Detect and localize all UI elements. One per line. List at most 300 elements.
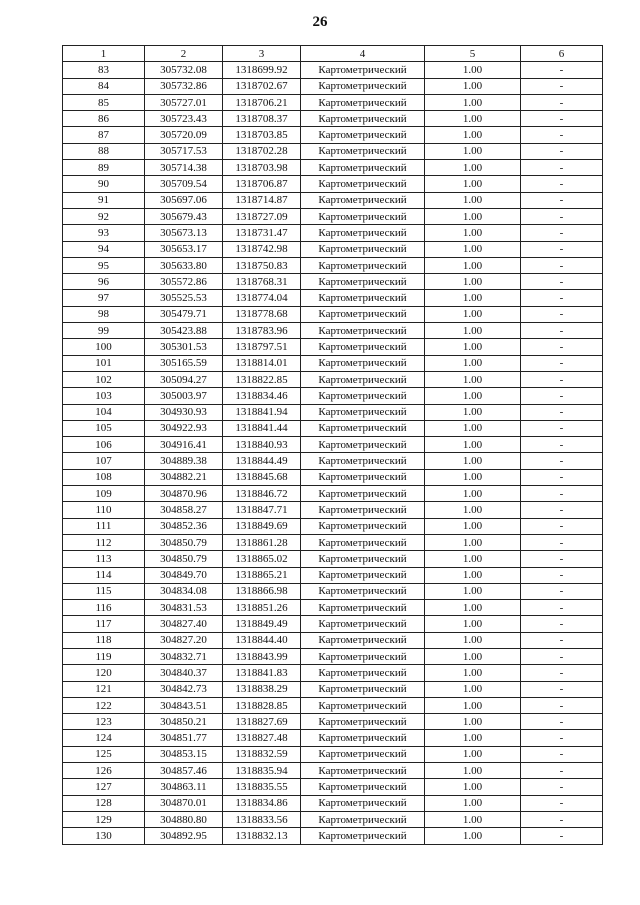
table-body bbox=[63, 62, 603, 844]
point-number-cell: 104 bbox=[63, 404, 145, 420]
x-coordinate-cell: 305714.38 bbox=[145, 160, 223, 176]
method-cell: Картометрический bbox=[301, 567, 425, 583]
note-cell: - bbox=[521, 355, 603, 371]
accuracy-cell: 1.00 bbox=[425, 404, 521, 420]
y-coordinate-cell: 1318699.92 bbox=[223, 62, 301, 78]
x-coordinate-cell: 305301.53 bbox=[145, 339, 223, 355]
table-row bbox=[63, 681, 603, 697]
x-coordinate-cell: 305720.09 bbox=[145, 127, 223, 143]
y-coordinate-cell: 1318703.85 bbox=[223, 127, 301, 143]
x-coordinate-cell: 305723.43 bbox=[145, 111, 223, 127]
y-coordinate-cell: 1318865.02 bbox=[223, 551, 301, 567]
note-cell: - bbox=[521, 257, 603, 273]
accuracy-cell: 1.00 bbox=[425, 111, 521, 127]
table-row bbox=[63, 828, 603, 844]
y-coordinate-cell: 1318827.48 bbox=[223, 730, 301, 746]
note-cell: - bbox=[521, 290, 603, 306]
y-coordinate-cell: 1318797.51 bbox=[223, 339, 301, 355]
point-number-cell: 105 bbox=[63, 420, 145, 436]
table-row bbox=[63, 62, 603, 78]
accuracy-cell: 1.00 bbox=[425, 388, 521, 404]
y-coordinate-cell: 1318849.69 bbox=[223, 518, 301, 534]
y-coordinate-cell: 1318827.69 bbox=[223, 714, 301, 730]
y-coordinate-cell: 1318702.28 bbox=[223, 143, 301, 159]
table-row bbox=[63, 257, 603, 273]
x-coordinate-cell: 304850.79 bbox=[145, 534, 223, 550]
accuracy-cell: 1.00 bbox=[425, 779, 521, 795]
point-number-cell: 94 bbox=[63, 241, 145, 257]
table-row bbox=[63, 127, 603, 143]
y-coordinate-cell: 1318866.98 bbox=[223, 583, 301, 599]
x-coordinate-cell: 304827.20 bbox=[145, 632, 223, 648]
note-cell: - bbox=[521, 111, 603, 127]
y-coordinate-cell: 1318832.13 bbox=[223, 828, 301, 844]
note-cell: - bbox=[521, 62, 603, 78]
point-number-cell: 121 bbox=[63, 681, 145, 697]
x-coordinate-cell: 304832.71 bbox=[145, 648, 223, 664]
x-coordinate-cell: 304827.40 bbox=[145, 616, 223, 632]
y-coordinate-cell: 1318851.26 bbox=[223, 600, 301, 616]
note-cell: - bbox=[521, 420, 603, 436]
method-cell: Картометрический bbox=[301, 502, 425, 518]
note-cell: - bbox=[521, 795, 603, 811]
table-row bbox=[63, 811, 603, 827]
y-coordinate-cell: 1318835.55 bbox=[223, 779, 301, 795]
note-cell: - bbox=[521, 94, 603, 110]
note-cell: - bbox=[521, 225, 603, 241]
accuracy-cell: 1.00 bbox=[425, 681, 521, 697]
accuracy-cell: 1.00 bbox=[425, 323, 521, 339]
header-cell: 1 bbox=[63, 46, 145, 62]
method-cell: Картометрический bbox=[301, 160, 425, 176]
table-row bbox=[63, 518, 603, 534]
note-cell: - bbox=[521, 567, 603, 583]
accuracy-cell: 1.00 bbox=[425, 632, 521, 648]
y-coordinate-cell: 1318783.96 bbox=[223, 323, 301, 339]
point-number-cell: 119 bbox=[63, 648, 145, 664]
point-number-cell: 113 bbox=[63, 551, 145, 567]
point-number-cell: 97 bbox=[63, 290, 145, 306]
note-cell: - bbox=[521, 404, 603, 420]
note-cell: - bbox=[521, 583, 603, 599]
y-coordinate-cell: 1318703.98 bbox=[223, 160, 301, 176]
note-cell: - bbox=[521, 127, 603, 143]
accuracy-cell: 1.00 bbox=[425, 583, 521, 599]
method-cell: Картометрический bbox=[301, 306, 425, 322]
y-coordinate-cell: 1318834.46 bbox=[223, 388, 301, 404]
table-row bbox=[63, 632, 603, 648]
method-cell: Картометрический bbox=[301, 437, 425, 453]
point-number-cell: 108 bbox=[63, 469, 145, 485]
y-coordinate-cell: 1318840.93 bbox=[223, 437, 301, 453]
y-coordinate-cell: 1318849.49 bbox=[223, 616, 301, 632]
header-cell: 5 bbox=[425, 46, 521, 62]
header-cell: 4 bbox=[301, 46, 425, 62]
point-number-cell: 98 bbox=[63, 306, 145, 322]
point-number-cell: 117 bbox=[63, 616, 145, 632]
table-row bbox=[63, 78, 603, 94]
method-cell: Картометрический bbox=[301, 274, 425, 290]
y-coordinate-cell: 1318847.71 bbox=[223, 502, 301, 518]
accuracy-cell: 1.00 bbox=[425, 469, 521, 485]
method-cell: Картометрический bbox=[301, 518, 425, 534]
method-cell: Картометрический bbox=[301, 746, 425, 762]
note-cell: - bbox=[521, 306, 603, 322]
point-number-cell: 99 bbox=[63, 323, 145, 339]
table-row bbox=[63, 160, 603, 176]
point-number-cell: 100 bbox=[63, 339, 145, 355]
point-number-cell: 110 bbox=[63, 502, 145, 518]
y-coordinate-cell: 1318708.37 bbox=[223, 111, 301, 127]
y-coordinate-cell: 1318742.98 bbox=[223, 241, 301, 257]
coordinates-table bbox=[62, 45, 603, 845]
table-row bbox=[63, 94, 603, 110]
x-coordinate-cell: 304850.21 bbox=[145, 714, 223, 730]
accuracy-cell: 1.00 bbox=[425, 225, 521, 241]
y-coordinate-cell: 1318844.49 bbox=[223, 453, 301, 469]
method-cell: Картометрический bbox=[301, 616, 425, 632]
note-cell: - bbox=[521, 160, 603, 176]
table-row bbox=[63, 290, 603, 306]
table-row bbox=[63, 306, 603, 322]
accuracy-cell: 1.00 bbox=[425, 453, 521, 469]
note-cell: - bbox=[521, 143, 603, 159]
note-cell: - bbox=[521, 502, 603, 518]
method-cell: Картометрический bbox=[301, 583, 425, 599]
note-cell: - bbox=[521, 469, 603, 485]
note-cell: - bbox=[521, 176, 603, 192]
table-row bbox=[63, 795, 603, 811]
note-cell: - bbox=[521, 208, 603, 224]
method-cell: Картометрический bbox=[301, 453, 425, 469]
note-cell: - bbox=[521, 551, 603, 567]
method-cell: Картометрический bbox=[301, 371, 425, 387]
point-number-cell: 118 bbox=[63, 632, 145, 648]
page-number: 26 bbox=[312, 14, 328, 30]
x-coordinate-cell: 305673.13 bbox=[145, 225, 223, 241]
x-coordinate-cell: 305525.53 bbox=[145, 290, 223, 306]
y-coordinate-cell: 1318828.85 bbox=[223, 697, 301, 713]
table-row bbox=[63, 355, 603, 371]
header-cell: 3 bbox=[223, 46, 301, 62]
y-coordinate-cell: 1318814.01 bbox=[223, 355, 301, 371]
method-cell: Картометрический bbox=[301, 648, 425, 664]
y-coordinate-cell: 1318841.83 bbox=[223, 665, 301, 681]
y-coordinate-cell: 1318731.47 bbox=[223, 225, 301, 241]
table-row bbox=[63, 176, 603, 192]
header-cell: 2 bbox=[145, 46, 223, 62]
point-number-cell: 84 bbox=[63, 78, 145, 94]
method-cell: Картометрический bbox=[301, 94, 425, 110]
accuracy-cell: 1.00 bbox=[425, 486, 521, 502]
accuracy-cell: 1.00 bbox=[425, 437, 521, 453]
x-coordinate-cell: 305165.59 bbox=[145, 355, 223, 371]
accuracy-cell: 1.00 bbox=[425, 78, 521, 94]
accuracy-cell: 1.00 bbox=[425, 811, 521, 827]
table-row bbox=[63, 534, 603, 550]
point-number-cell: 124 bbox=[63, 730, 145, 746]
accuracy-cell: 1.00 bbox=[425, 616, 521, 632]
y-coordinate-cell: 1318832.59 bbox=[223, 746, 301, 762]
table-row bbox=[63, 241, 603, 257]
table-row bbox=[63, 453, 603, 469]
method-cell: Картометрический bbox=[301, 404, 425, 420]
point-number-cell: 88 bbox=[63, 143, 145, 159]
table-row bbox=[63, 437, 603, 453]
y-coordinate-cell: 1318834.86 bbox=[223, 795, 301, 811]
table-row bbox=[63, 339, 603, 355]
x-coordinate-cell: 305653.17 bbox=[145, 241, 223, 257]
point-number-cell: 93 bbox=[63, 225, 145, 241]
method-cell: Картометрический bbox=[301, 681, 425, 697]
note-cell: - bbox=[521, 746, 603, 762]
x-coordinate-cell: 304857.46 bbox=[145, 763, 223, 779]
point-number-cell: 89 bbox=[63, 160, 145, 176]
y-coordinate-cell: 1318706.87 bbox=[223, 176, 301, 192]
accuracy-cell: 1.00 bbox=[425, 355, 521, 371]
point-number-cell: 112 bbox=[63, 534, 145, 550]
accuracy-cell: 1.00 bbox=[425, 534, 521, 550]
note-cell: - bbox=[521, 453, 603, 469]
method-cell: Картометрический bbox=[301, 143, 425, 159]
accuracy-cell: 1.00 bbox=[425, 306, 521, 322]
accuracy-cell: 1.00 bbox=[425, 697, 521, 713]
point-number-cell: 106 bbox=[63, 437, 145, 453]
x-coordinate-cell: 304853.15 bbox=[145, 746, 223, 762]
accuracy-cell: 1.00 bbox=[425, 160, 521, 176]
note-cell: - bbox=[521, 681, 603, 697]
method-cell: Картометрический bbox=[301, 257, 425, 273]
point-number-cell: 109 bbox=[63, 486, 145, 502]
method-cell: Картометрический bbox=[301, 355, 425, 371]
x-coordinate-cell: 305717.53 bbox=[145, 143, 223, 159]
x-coordinate-cell: 305732.86 bbox=[145, 78, 223, 94]
method-cell: Картометрический bbox=[301, 208, 425, 224]
note-cell: - bbox=[521, 811, 603, 827]
y-coordinate-cell: 1318706.21 bbox=[223, 94, 301, 110]
x-coordinate-cell: 305679.43 bbox=[145, 208, 223, 224]
note-cell: - bbox=[521, 437, 603, 453]
x-coordinate-cell: 304922.93 bbox=[145, 420, 223, 436]
header-cell: 6 bbox=[521, 46, 603, 62]
table-row bbox=[63, 779, 603, 795]
header-row bbox=[63, 46, 603, 62]
x-coordinate-cell: 305479.71 bbox=[145, 306, 223, 322]
method-cell: Картометрический bbox=[301, 730, 425, 746]
method-cell: Картометрический bbox=[301, 632, 425, 648]
x-coordinate-cell: 305727.01 bbox=[145, 94, 223, 110]
point-number-cell: 116 bbox=[63, 600, 145, 616]
table-row bbox=[63, 616, 603, 632]
accuracy-cell: 1.00 bbox=[425, 257, 521, 273]
y-coordinate-cell: 1318727.09 bbox=[223, 208, 301, 224]
x-coordinate-cell: 305633.80 bbox=[145, 257, 223, 273]
x-coordinate-cell: 304849.70 bbox=[145, 567, 223, 583]
point-number-cell: 111 bbox=[63, 518, 145, 534]
y-coordinate-cell: 1318843.99 bbox=[223, 648, 301, 664]
point-number-cell: 126 bbox=[63, 763, 145, 779]
note-cell: - bbox=[521, 78, 603, 94]
table-row bbox=[63, 371, 603, 387]
note-cell: - bbox=[521, 371, 603, 387]
accuracy-cell: 1.00 bbox=[425, 241, 521, 257]
point-number-cell: 115 bbox=[63, 583, 145, 599]
method-cell: Картометрический bbox=[301, 763, 425, 779]
note-cell: - bbox=[521, 192, 603, 208]
x-coordinate-cell: 304834.08 bbox=[145, 583, 223, 599]
accuracy-cell: 1.00 bbox=[425, 518, 521, 534]
method-cell: Картометрический bbox=[301, 62, 425, 78]
point-number-cell: 96 bbox=[63, 274, 145, 290]
point-number-cell: 128 bbox=[63, 795, 145, 811]
accuracy-cell: 1.00 bbox=[425, 94, 521, 110]
point-number-cell: 83 bbox=[63, 62, 145, 78]
method-cell: Картометрический bbox=[301, 241, 425, 257]
point-number-cell: 129 bbox=[63, 811, 145, 827]
note-cell: - bbox=[521, 534, 603, 550]
table-row bbox=[63, 763, 603, 779]
accuracy-cell: 1.00 bbox=[425, 208, 521, 224]
accuracy-cell: 1.00 bbox=[425, 567, 521, 583]
method-cell: Картометрический bbox=[301, 828, 425, 844]
x-coordinate-cell: 304870.96 bbox=[145, 486, 223, 502]
table-row bbox=[63, 486, 603, 502]
x-coordinate-cell: 305423.88 bbox=[145, 323, 223, 339]
method-cell: Картометрический bbox=[301, 290, 425, 306]
accuracy-cell: 1.00 bbox=[425, 176, 521, 192]
y-coordinate-cell: 1318838.29 bbox=[223, 681, 301, 697]
table-row bbox=[63, 551, 603, 567]
table-row bbox=[63, 665, 603, 681]
y-coordinate-cell: 1318750.83 bbox=[223, 257, 301, 273]
note-cell: - bbox=[521, 828, 603, 844]
x-coordinate-cell: 304842.73 bbox=[145, 681, 223, 697]
table-row bbox=[63, 583, 603, 599]
accuracy-cell: 1.00 bbox=[425, 127, 521, 143]
point-number-cell: 125 bbox=[63, 746, 145, 762]
x-coordinate-cell: 304930.93 bbox=[145, 404, 223, 420]
x-coordinate-cell: 304882.21 bbox=[145, 469, 223, 485]
y-coordinate-cell: 1318841.44 bbox=[223, 420, 301, 436]
note-cell: - bbox=[521, 648, 603, 664]
y-coordinate-cell: 1318844.40 bbox=[223, 632, 301, 648]
accuracy-cell: 1.00 bbox=[425, 192, 521, 208]
table-row bbox=[63, 323, 603, 339]
y-coordinate-cell: 1318702.67 bbox=[223, 78, 301, 94]
method-cell: Картометрический bbox=[301, 600, 425, 616]
x-coordinate-cell: 304843.51 bbox=[145, 697, 223, 713]
y-coordinate-cell: 1318774.04 bbox=[223, 290, 301, 306]
x-coordinate-cell: 305697.06 bbox=[145, 192, 223, 208]
x-coordinate-cell: 304889.38 bbox=[145, 453, 223, 469]
table-row bbox=[63, 648, 603, 664]
method-cell: Картометрический bbox=[301, 78, 425, 94]
accuracy-cell: 1.00 bbox=[425, 371, 521, 387]
table-row bbox=[63, 469, 603, 485]
accuracy-cell: 1.00 bbox=[425, 714, 521, 730]
point-number-cell: 85 bbox=[63, 94, 145, 110]
table-row bbox=[63, 502, 603, 518]
y-coordinate-cell: 1318714.87 bbox=[223, 192, 301, 208]
table-row bbox=[63, 567, 603, 583]
method-cell: Картометрический bbox=[301, 534, 425, 550]
accuracy-cell: 1.00 bbox=[425, 795, 521, 811]
note-cell: - bbox=[521, 486, 603, 502]
x-coordinate-cell: 304852.36 bbox=[145, 518, 223, 534]
x-coordinate-cell: 305709.54 bbox=[145, 176, 223, 192]
x-coordinate-cell: 304858.27 bbox=[145, 502, 223, 518]
method-cell: Картометрический bbox=[301, 225, 425, 241]
x-coordinate-cell: 304863.11 bbox=[145, 779, 223, 795]
y-coordinate-cell: 1318861.28 bbox=[223, 534, 301, 550]
point-number-cell: 107 bbox=[63, 453, 145, 469]
y-coordinate-cell: 1318833.56 bbox=[223, 811, 301, 827]
note-cell: - bbox=[521, 665, 603, 681]
accuracy-cell: 1.00 bbox=[425, 665, 521, 681]
method-cell: Картометрический bbox=[301, 714, 425, 730]
table-row bbox=[63, 600, 603, 616]
point-number-cell: 123 bbox=[63, 714, 145, 730]
table-row bbox=[63, 746, 603, 762]
method-cell: Картометрический bbox=[301, 176, 425, 192]
y-coordinate-cell: 1318865.21 bbox=[223, 567, 301, 583]
accuracy-cell: 1.00 bbox=[425, 648, 521, 664]
note-cell: - bbox=[521, 632, 603, 648]
method-cell: Картометрический bbox=[301, 486, 425, 502]
accuracy-cell: 1.00 bbox=[425, 551, 521, 567]
method-cell: Картометрический bbox=[301, 323, 425, 339]
x-coordinate-cell: 305732.08 bbox=[145, 62, 223, 78]
method-cell: Картометрический bbox=[301, 551, 425, 567]
table-row bbox=[63, 404, 603, 420]
point-number-cell: 90 bbox=[63, 176, 145, 192]
table-row bbox=[63, 274, 603, 290]
method-cell: Картометрический bbox=[301, 127, 425, 143]
accuracy-cell: 1.00 bbox=[425, 600, 521, 616]
note-cell: - bbox=[521, 697, 603, 713]
x-coordinate-cell: 304851.77 bbox=[145, 730, 223, 746]
point-number-cell: 102 bbox=[63, 371, 145, 387]
x-coordinate-cell: 305572.86 bbox=[145, 274, 223, 290]
table-row bbox=[63, 111, 603, 127]
accuracy-cell: 1.00 bbox=[425, 502, 521, 518]
table-row bbox=[63, 208, 603, 224]
point-number-cell: 120 bbox=[63, 665, 145, 681]
y-coordinate-cell: 1318845.68 bbox=[223, 469, 301, 485]
point-number-cell: 103 bbox=[63, 388, 145, 404]
accuracy-cell: 1.00 bbox=[425, 143, 521, 159]
y-coordinate-cell: 1318846.72 bbox=[223, 486, 301, 502]
table-row bbox=[63, 225, 603, 241]
method-cell: Картометрический bbox=[301, 795, 425, 811]
accuracy-cell: 1.00 bbox=[425, 62, 521, 78]
accuracy-cell: 1.00 bbox=[425, 420, 521, 436]
note-cell: - bbox=[521, 388, 603, 404]
note-cell: - bbox=[521, 518, 603, 534]
point-number-cell: 114 bbox=[63, 567, 145, 583]
method-cell: Картометрический bbox=[301, 697, 425, 713]
y-coordinate-cell: 1318822.85 bbox=[223, 371, 301, 387]
table-row bbox=[63, 420, 603, 436]
accuracy-cell: 1.00 bbox=[425, 290, 521, 306]
accuracy-cell: 1.00 bbox=[425, 746, 521, 762]
y-coordinate-cell: 1318835.94 bbox=[223, 763, 301, 779]
x-coordinate-cell: 304916.41 bbox=[145, 437, 223, 453]
table-row bbox=[63, 730, 603, 746]
note-cell: - bbox=[521, 730, 603, 746]
note-cell: - bbox=[521, 714, 603, 730]
x-coordinate-cell: 304831.53 bbox=[145, 600, 223, 616]
